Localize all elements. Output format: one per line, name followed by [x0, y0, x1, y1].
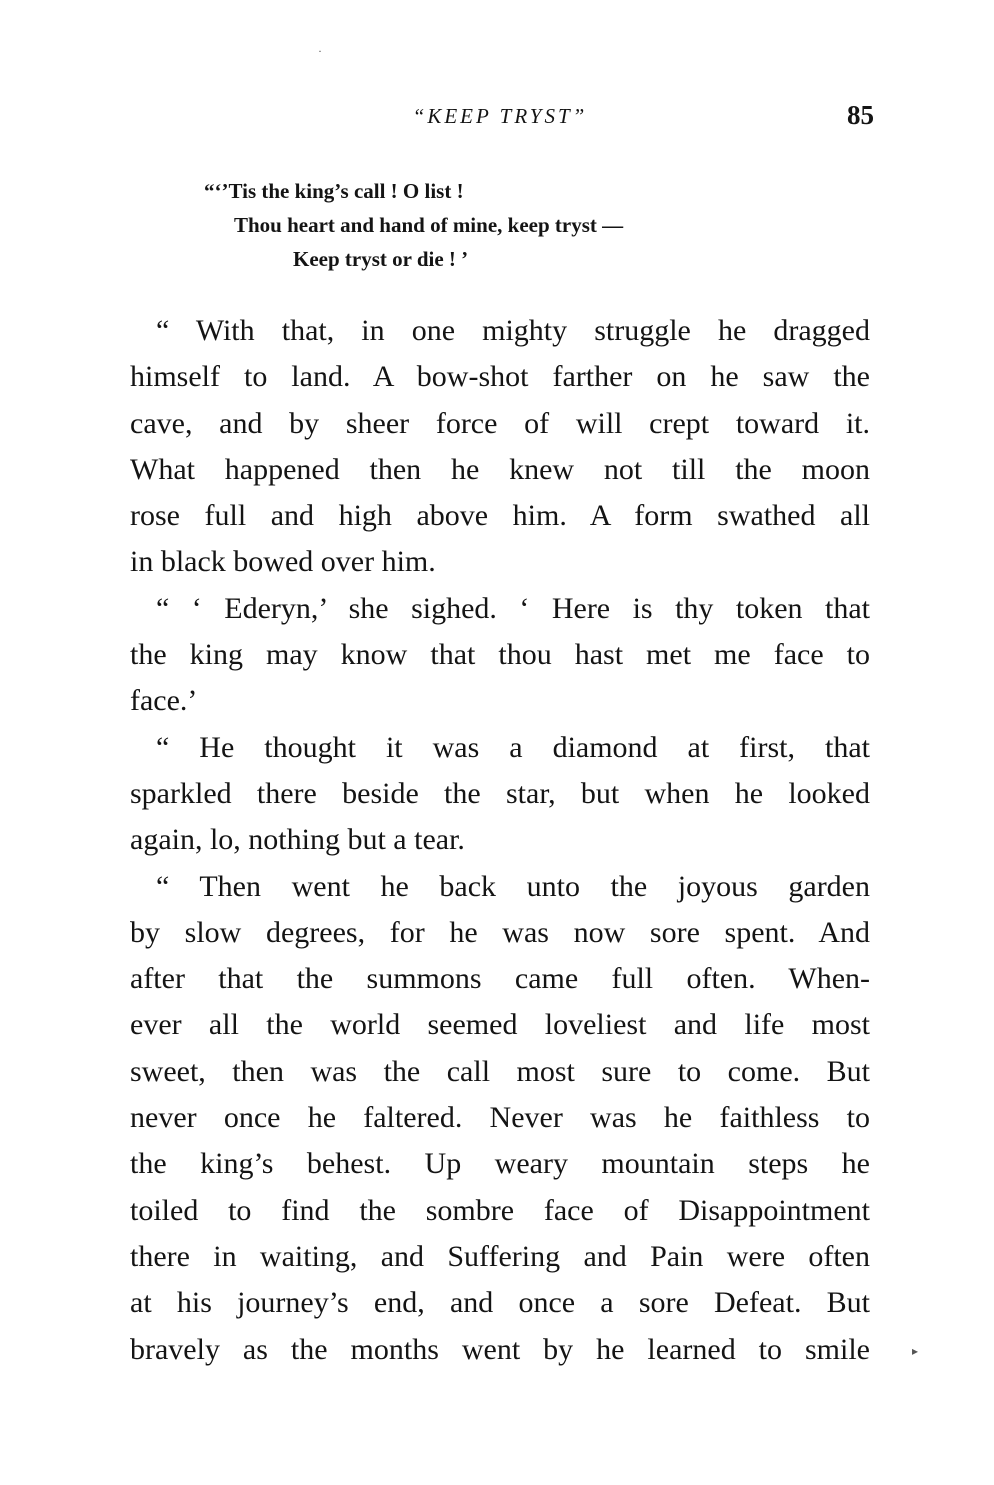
- body-text: [130, 308, 870, 1373]
- text-line: “ ‘ Ederyn,’ she sighed. ‘ Here is thy token that: [156, 591, 870, 625]
- verse-line: Keep tryst or die ! ’: [293, 247, 469, 271]
- text-line: after that the summons came full often. When-: [130, 962, 870, 996]
- text-line: What happened then he knew not till the moon: [130, 452, 870, 486]
- text-line: ever all the world seemed loveliest and life most: [130, 1008, 870, 1042]
- text-line: again, lo, nothing but a tear.: [130, 823, 465, 857]
- text-line: never once he faltered. Never was he faithless to: [130, 1101, 870, 1135]
- text-line: himself to land. A bow-shot farther on he saw the: [130, 360, 870, 394]
- text-line: in black bowed over him.: [130, 545, 436, 579]
- text-line: “ Then went he back unto the joyous garden: [156, 869, 870, 903]
- text-line: rose full and high above him. A form swathed all: [130, 499, 870, 533]
- paragraph: [130, 586, 870, 725]
- stray-print-mark: ·: [318, 44, 322, 58]
- text-line: bravely as the months went by he learned to smile: [130, 1332, 870, 1366]
- text-line: “ With that, in one mighty struggle he dragged: [156, 314, 870, 347]
- running-head: [130, 100, 874, 136]
- text-line: sweet, then was the call most sure to come. But: [130, 1054, 870, 1088]
- text-line: the king may know that thou hast met me face to: [130, 638, 870, 672]
- verse-quotation: [204, 174, 623, 276]
- text-line: sparkled there beside the star, but when he looked: [130, 776, 870, 810]
- text-line: toiled to find the sombre face of Disappointment: [130, 1193, 870, 1227]
- text-line: “ He thought it was a diamond at first, that: [156, 730, 870, 764]
- verse-line: Thou heart and hand of mine, keep tryst —: [234, 213, 624, 237]
- text-line: the king’s behest. Up weary mountain steps he: [130, 1147, 870, 1181]
- page-number: 85: [847, 100, 874, 130]
- paragraph: [130, 725, 870, 864]
- paragraph: [130, 864, 870, 1373]
- verse-line: “‘’Tis the king’s call ! O list !: [204, 179, 464, 203]
- stray-print-mark: ▸: [912, 1344, 919, 1358]
- text-line: by slow degrees, for he was now sore spent. And: [130, 915, 870, 949]
- text-line: face.’: [130, 684, 198, 718]
- text-line: cave, and by sheer force of will crept toward it.: [130, 406, 870, 440]
- text-line: there in waiting, and Suffering and Pain were often: [130, 1239, 870, 1273]
- running-title: “KEEP TRYST”: [412, 104, 588, 128]
- text-line: at his journey’s end, and once a sore Defeat. But: [130, 1286, 870, 1320]
- paragraph: [130, 308, 870, 586]
